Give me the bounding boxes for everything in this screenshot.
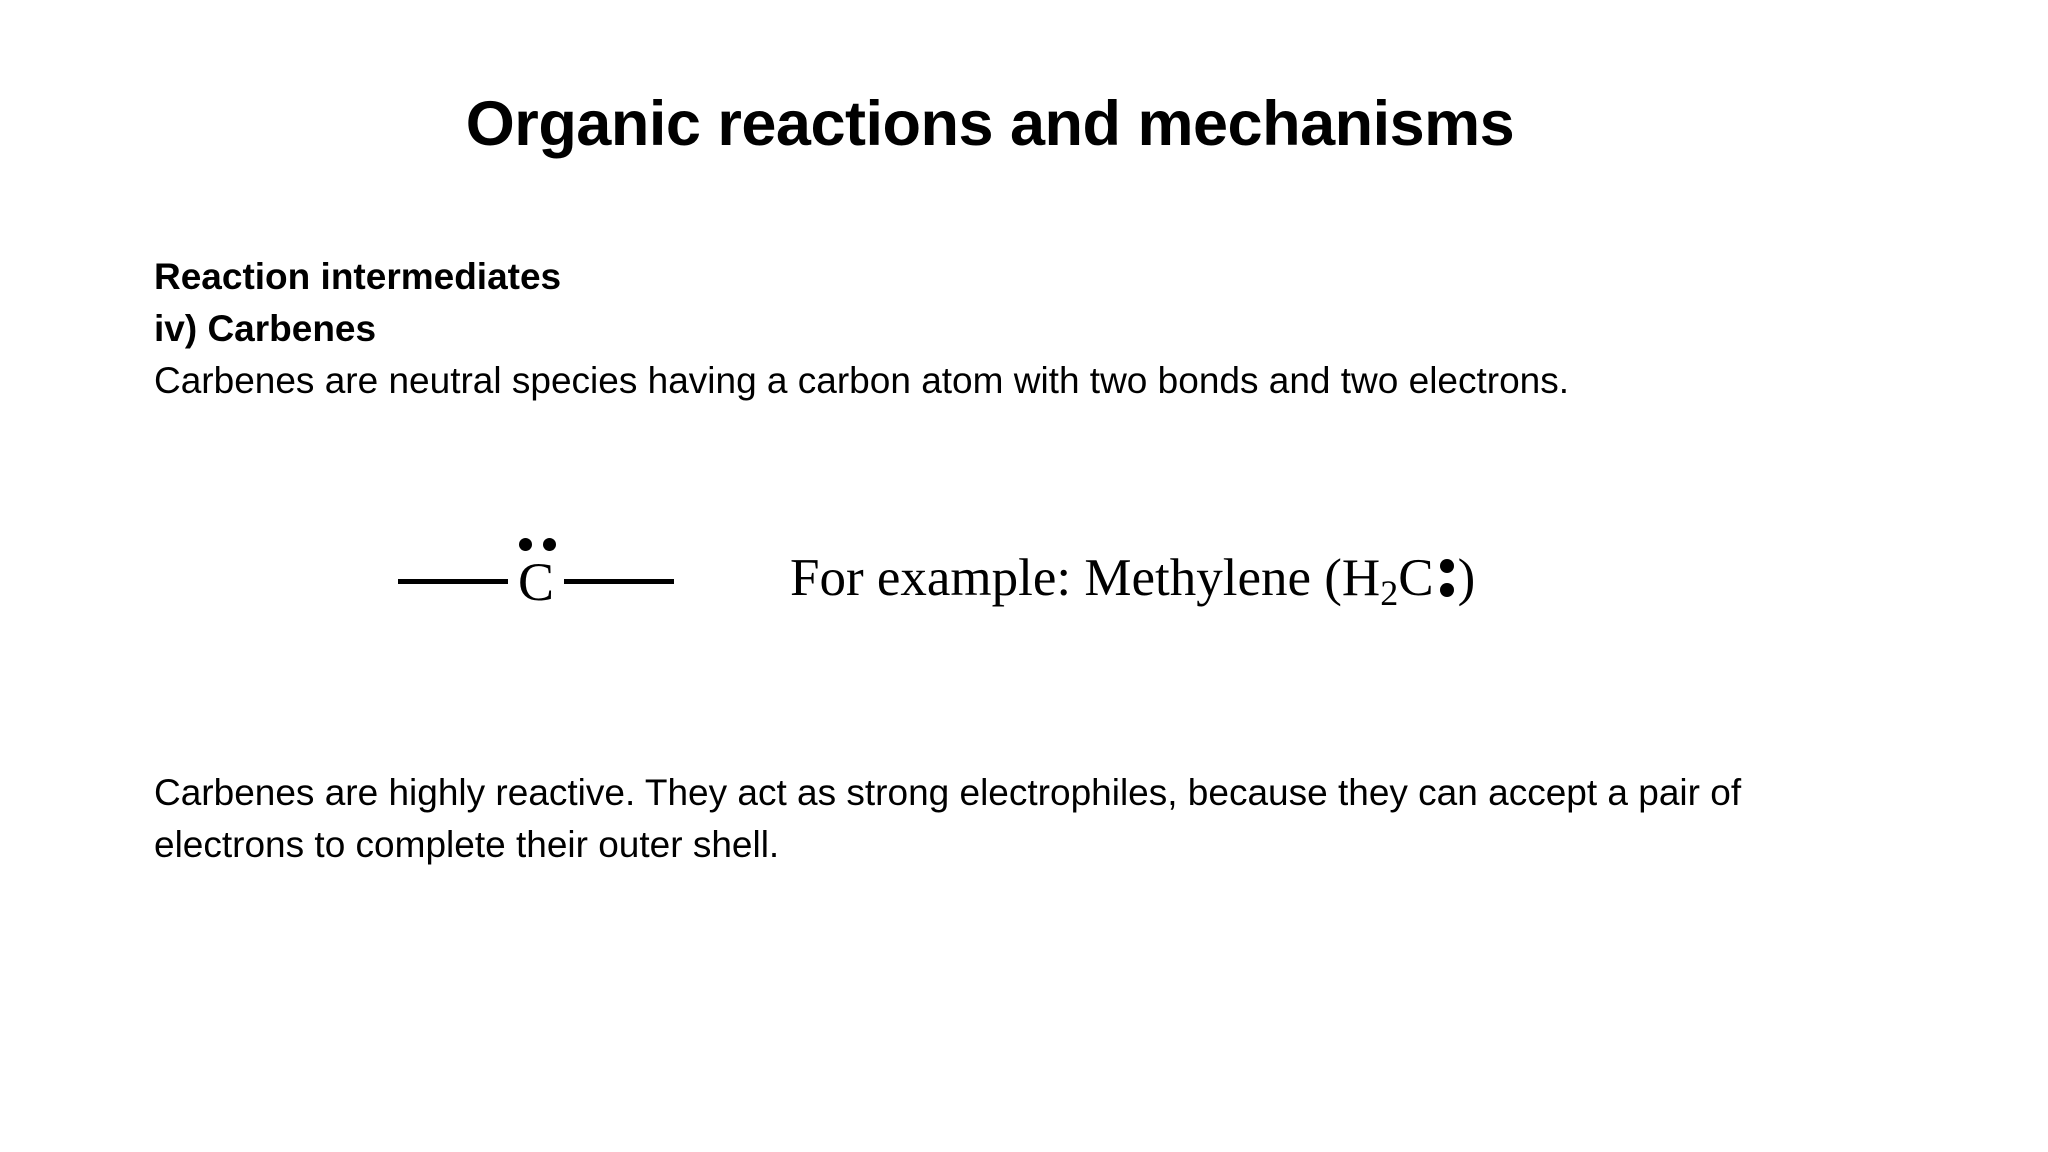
reactivity-section [154, 767, 1954, 871]
methylene-example [790, 545, 1475, 611]
electron-dot [1440, 583, 1454, 597]
subscript-two: 2 [1380, 573, 1399, 613]
example-prefix: For example: Methylene (H [790, 549, 1381, 607]
section-heading: Reaction intermediates [154, 256, 562, 297]
intro-section [154, 251, 1954, 407]
reactivity-text-line-1: Carbenes are highly reactive. They act as strong electrophiles, because they can accept a pair of [154, 772, 1742, 813]
slide-title: Organic reactions and mechanisms [465, 89, 1515, 159]
example-close-paren: ) [1457, 549, 1476, 607]
electron-dot [519, 538, 532, 551]
electron-dot [1440, 559, 1454, 573]
electron-dot [543, 538, 556, 551]
definition-text: Carbenes are neutral species having a carbon atom with two bonds and two electrons. [154, 360, 1570, 401]
right-bond-line [564, 579, 674, 584]
carbon-atom-label: C [517, 552, 555, 612]
reactivity-text-line-2: electrons to complete their outer shell. [154, 824, 780, 865]
carbene-structure-diagram [396, 528, 686, 628]
lone-pair-colon-dots [1438, 553, 1456, 603]
lone-pair-dots [519, 538, 559, 552]
example-carbon: C [1398, 549, 1434, 607]
subsection-heading: iv) Carbenes [154, 308, 377, 349]
left-bond-line [398, 579, 508, 584]
